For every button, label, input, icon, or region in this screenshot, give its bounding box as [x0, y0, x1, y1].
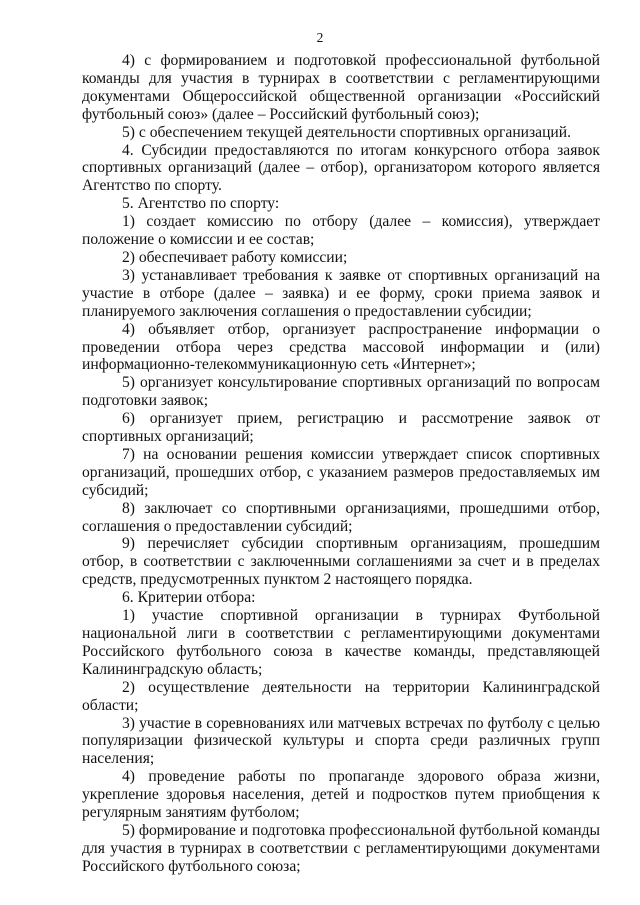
paragraph-agency-item-5: 5) организует консультирование спортивных организаций по вопросам подготовки заявок;	[82, 374, 600, 410]
paragraph-agency-item-7: 7) на основании решения комиссии утверждает список спортивных организаций, прошедших отбор, с указанием размеров предоставляемых им субсидий;	[82, 445, 600, 499]
paragraph-agency-item-2: 2) обеспечивает работу комиссии;	[122, 248, 348, 266]
page-number: 2	[316, 30, 324, 45]
paragraph-clause-5-agency: 5. Агентство по спорту:	[122, 195, 280, 213]
paragraph-item-5-current-activity: 5) с обеспечением текущей деятельности спортивных организаций.	[122, 123, 572, 141]
paragraph-agency-item-6: 6) организует прием, регистрацию и рассмотрение заявок от спортивных организаций;	[82, 410, 600, 446]
paragraph-criteria-item-3: 3) участие в соревнованиях или матчевых встречах по футболу с целью популяризации физической культуры и спорта среди различных групп населения;	[82, 714, 600, 768]
paragraph-agency-item-3: 3) устанавливает требования к заявке от спортивных организаций на участие в отборе (далее – заявка) и ее форму, сроки приема заявок и планируемого заключения соглашения о предоставлении субсидии;	[82, 266, 600, 320]
paragraph-clause-4-subsidies: 4. Субсидии предоставляются по итогам конкурсного отбора заявок спортивных организаций (далее – отбор), организатором которого является Агентство по спорту.	[82, 141, 600, 195]
paragraph-agency-item-9: 9) перечисляет субсидии спортивным организациям, прошедшим отбор, в соответствии с заключенными соглашениями за счет и в пределах средств, предусмотренных пунктом 2 настоящего порядка.	[82, 535, 600, 589]
paragraph-criteria-item-2: 2) осуществление деятельности на территории Калининградской области;	[82, 678, 600, 714]
document-body	[82, 52, 600, 876]
paragraph-agency-item-4: 4) объявляет отбор, организует распространение информации о проведении отбора через средства массовой информации и (или) информационно-телекоммуникационную сеть «Интернет»;	[82, 320, 600, 374]
paragraph-agency-item-8: 8) заключает со спортивными организациями, прошедшими отбор, соглашения о предоставлении субсидий;	[82, 499, 600, 535]
paragraph-agency-item-1: 1) создает комиссию по отбору (далее – комиссия), утверждает положение о комиссии и ее состав;	[82, 213, 600, 249]
paragraph-clause-6-criteria: 6. Критерии отбора:	[122, 589, 256, 607]
paragraph-item-4-football-team: 4) с формированием и подготовкой профессиональной футбольной команды для участия в турнирах в соответствии с регламентирующими документами Общероссийской общественной организации «Российский футбольный союз» (далее – Российский футбольный союз);	[82, 52, 600, 123]
paragraph-criteria-item-4: 4) проведение работы по пропаганде здорового образа жизни, укрепление здоровья населения, детей и подростков путем приобщения к регулярным занятиям футболом;	[82, 768, 600, 822]
paragraph-criteria-item-1: 1) участие спортивной организации в турнирах Футбольной национальной лиги в соответствии с регламентирующими документами Российского футбольного союза в качестве команды, представляющей Калининградскую область;	[82, 607, 600, 678]
paragraph-criteria-item-5: 5) формирование и подготовка профессиональной футбольной команды для участия в турнирах в соответствии с регламентирующими документами Российского футбольного союза;	[82, 821, 601, 875]
